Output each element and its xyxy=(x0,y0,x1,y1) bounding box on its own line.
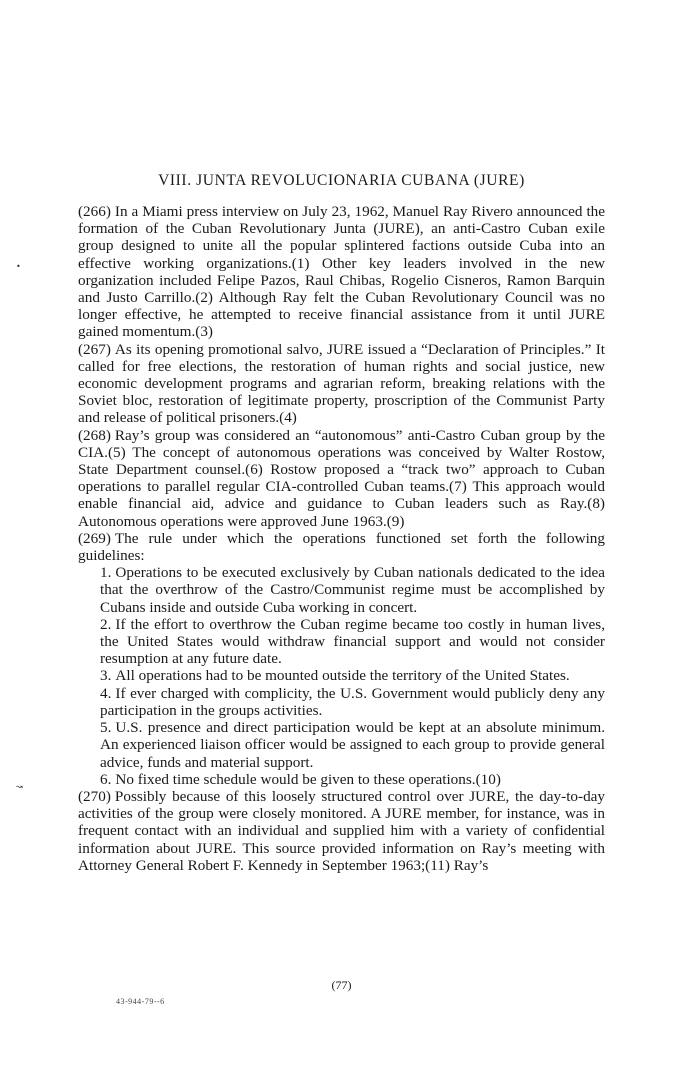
guideline-item xyxy=(100,616,605,668)
paragraph-number: (269) xyxy=(78,529,111,547)
paragraph-text: Possibly because of this loosely structured control over JURE, the day-to-day activities of the group were closely monitored. A JURE member, for instance, was in frequent contact with an individual and supplied him with a variety of confidential information about JURE. This source provided information on Ray’s meeting with Attorney General Robert F. Kennedy in September 1963;(11) Ray’s xyxy=(78,787,605,874)
paragraph-number: (267) xyxy=(78,340,111,358)
guideline-item xyxy=(100,564,605,616)
paragraph-269 xyxy=(78,530,605,564)
guideline-item xyxy=(100,685,605,719)
paragraph-266 xyxy=(78,203,605,341)
paragraph-text: Ray’s group was considered an “autonomous” anti-Castro Cuban group by the CIA.(5) The concept of autonomous operations was conceived by Walter Rostow, State Department counsel.(6) Rostow proposed a “track two” approach to Cuban operations to parallel regular CIA-controlled Cuban teams.(7) This approach would enable financial aid, advice and guidance to Cuban leaders such as Ray.(8) Autonomous operations were approved June 1963.(9) xyxy=(78,426,605,530)
guideline-number: 6. xyxy=(100,770,112,788)
guideline-number: 3. xyxy=(100,667,112,685)
paragraph-text: The rule under which the operations functioned set forth the following guidelines: xyxy=(78,529,605,565)
guideline-text: All operations had to be mounted outside the territory of the United States. xyxy=(115,667,570,685)
guideline-item xyxy=(100,719,605,771)
print-code: 43-944-79--6 xyxy=(116,997,165,1006)
paragraph-267 xyxy=(78,341,605,427)
page-number: (77) xyxy=(331,978,352,992)
paragraph-text: In a Miami press interview on July 23, 1962, Manuel Ray Rivero announced the formation of the Cuban Revolutionary Junta (JURE), an anti-Castro Cuban exile group designed to unite all the popular splintered factions outside Cuba into an effective working organizations.(1) Other key leaders involved in the new organization included Felipe Pazos, Raul Chibas, Rogelio Cisneros, Ramon Barquin and Justo Carrillo.(2) Although Ray felt the Cuban Revolutionary Council was no longer effective, he attempted to receive financial assistance from it until JURE gained momentum.(3) xyxy=(78,203,605,341)
guideline-text: If ever charged with complicity, the U.S. Government would publicly deny any participation in the groups activities. xyxy=(100,684,605,719)
paragraph-number: (266) xyxy=(78,203,111,220)
guideline-number: 5. xyxy=(100,719,112,737)
paragraph-number: (268) xyxy=(78,426,111,444)
paragraph-268 xyxy=(78,427,605,530)
guideline-text: If the effort to overthrow the Cuban regime became too costly in human lives, the United States would withdraw financial support and would not consider resumption at any future date. xyxy=(100,615,605,668)
guideline-item xyxy=(100,667,605,684)
margin-mark-bottom: ↝ xyxy=(16,782,23,791)
guideline-number: 4. xyxy=(100,684,112,702)
guideline-text: Operations to be executed exclusively by Cuban nationals dedicated to the idea that the overthrow of the Castro/Communist regime must be accomplished by Cubans inside and outside Cuba working in concert. xyxy=(100,564,605,616)
paragraph-270 xyxy=(78,788,605,874)
guideline-number: 1. xyxy=(100,564,112,582)
guideline-text: U.S. presence and direct participation would be kept at an absolute minimum. An experienced liaison officer would be assigned to each group to provide general advice, funds and material support. xyxy=(100,719,605,771)
guideline-text: No fixed time schedule would be given to these operations.(10) xyxy=(115,770,501,788)
guideline-number: 2. xyxy=(100,615,112,633)
body-text xyxy=(78,203,605,874)
document-page xyxy=(78,0,605,1081)
paragraph-text: As its opening promotional salvo, JURE issued a “Declaration of Principles.” It called for free elections, the restoration of human rights and social justice, new economic development programs and agrarian reform, breaking relations with the Soviet bloc, restoration of legitimate property, proscription of the Communist Party and release of political prisoners.(4) xyxy=(78,340,605,427)
guideline-item xyxy=(100,771,605,788)
guidelines-list xyxy=(78,564,605,788)
paragraph-number: (270) xyxy=(78,787,111,805)
section-heading: VIII. JUNTA REVOLUCIONARIA CUBANA (JURE) xyxy=(158,172,525,189)
margin-mark-top: • xyxy=(16,262,21,271)
